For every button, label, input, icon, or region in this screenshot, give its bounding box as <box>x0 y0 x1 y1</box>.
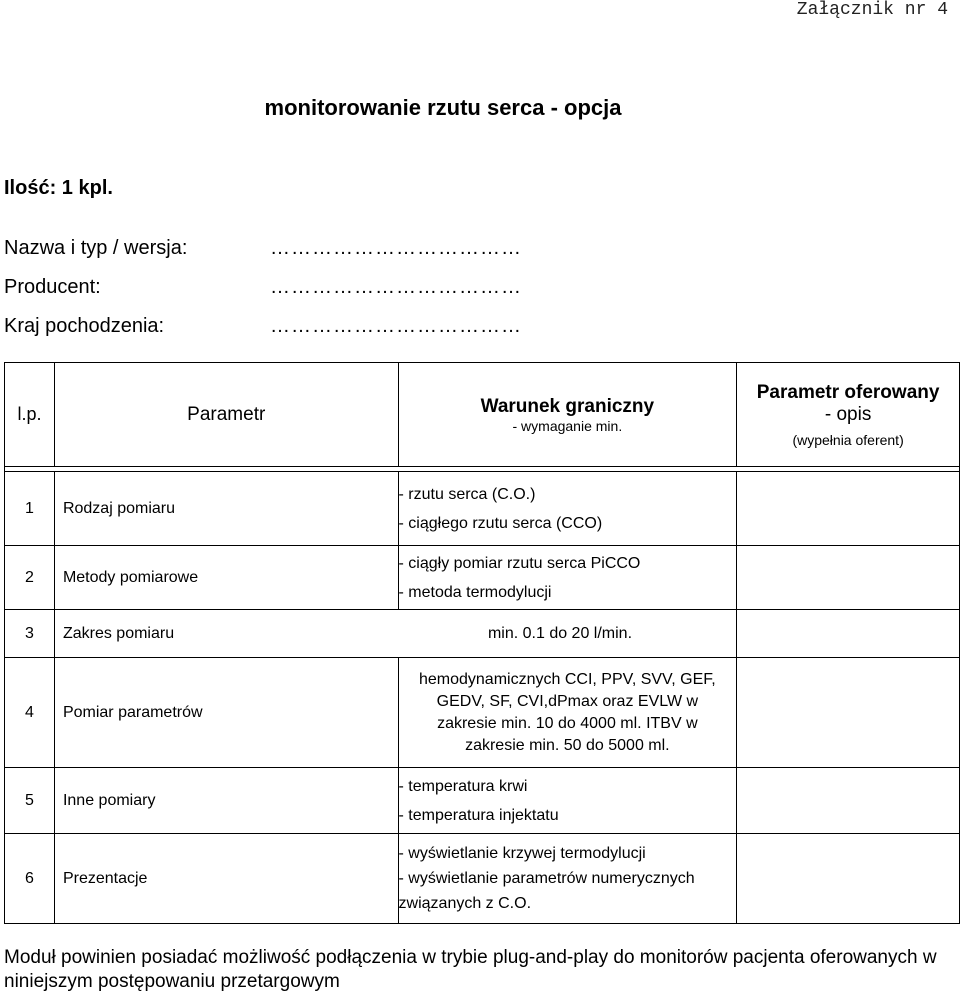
table-row <box>5 546 960 610</box>
header-condition <box>398 363 737 467</box>
country-label: Kraj pochodzenia: <box>4 315 165 337</box>
row-condition <box>398 472 737 546</box>
table-row <box>5 472 960 546</box>
row-number: 3 <box>5 610 55 658</box>
row-param-and-condition <box>54 610 736 658</box>
header-param: Parametr <box>54 363 398 467</box>
header-lp: l.p. <box>5 363 55 467</box>
condition-line: min. 0.1 do 20 l/min. <box>487 624 633 642</box>
row-param: Inne pomiary <box>54 768 398 834</box>
row-condition <box>398 768 737 834</box>
condition-line: - ciągłego rzutu serca (CCO) <box>398 514 603 532</box>
row-condition <box>398 834 737 924</box>
table-row <box>5 610 960 658</box>
condition-line: związanych z C.O. <box>398 895 532 912</box>
document-title: monitorowanie rzutu serca - opcja <box>264 95 622 120</box>
name-label: Nazwa i typ / wersja: <box>4 237 188 259</box>
table-row <box>5 658 960 768</box>
annex-label: Załącznik nr 4 <box>796 0 948 20</box>
condition-line: - temperatura krwi <box>398 777 528 795</box>
condition-line: - rzutu serca (C.O.) <box>398 485 536 503</box>
row-offer-cell[interactable] <box>737 658 960 768</box>
table-header-row <box>5 363 960 467</box>
row-number: 2 <box>5 546 55 610</box>
producer-value: ……………………………… <box>270 276 522 298</box>
row-number: 5 <box>5 768 55 834</box>
table-row <box>5 768 960 834</box>
condition-line: GEDV, SF, CVI,dPmax oraz EVLW w <box>436 692 699 710</box>
spec-table <box>4 362 960 924</box>
producer-label: Producent: <box>4 276 101 298</box>
header-condition-sub: - wymaganie min. <box>512 417 623 434</box>
header-offer <box>737 363 960 467</box>
row-offer-cell[interactable] <box>737 768 960 834</box>
header-offer-title: Parametr oferowany <box>756 381 940 403</box>
row-param: Zakres pomiaru <box>62 624 175 642</box>
row-number: 1 <box>5 472 55 546</box>
condition-line: - wyświetlanie krzywej termodylucji <box>398 845 646 862</box>
condition-line: - ciągły pomiar rzutu serca PiCCO <box>398 554 641 572</box>
condition-line: - wyświetlanie parametrów numerycznych <box>398 870 695 887</box>
row-param: Prezentacje <box>54 834 398 924</box>
row-number: 6 <box>5 834 55 924</box>
header-offer-note: (wypełnia oferent) <box>792 431 904 448</box>
table-row <box>5 834 960 924</box>
row-offer-cell[interactable] <box>737 472 960 546</box>
header-condition-title: Warunek graniczny <box>480 395 655 417</box>
condition-line: zakresie min. 10 do 4000 ml. ITBV w <box>437 714 698 732</box>
condition-line: - temperatura injektatu <box>398 806 559 824</box>
row-param: Rodzaj pomiaru <box>54 472 398 546</box>
row-offer-cell[interactable] <box>737 834 960 924</box>
name-value: ……………………………… <box>270 237 522 259</box>
row-condition <box>398 546 737 610</box>
row-number: 4 <box>5 658 55 768</box>
condition-line: hemodynamicznych CCI, PPV, SVV, GEF, <box>418 670 716 688</box>
quantity: Ilość: 1 kpl. <box>4 177 113 199</box>
row-offer-cell[interactable] <box>737 546 960 610</box>
condition-line: zakresie min. 50 do 5000 ml. <box>465 736 670 754</box>
country-value: ……………………………… <box>270 315 522 337</box>
condition-line: - metoda termodylucji <box>398 583 552 601</box>
footer-note: Moduł powinien posiadać możliwość podłączenia w trybie plug-and-play do monitorów pacjenta oferowanych w niniejszym postępowaniu przetargowym <box>4 947 937 992</box>
row-param: Metody pomiarowe <box>54 546 398 610</box>
row-param: Pomiar parametrów <box>54 658 398 768</box>
row-offer-cell[interactable] <box>737 610 960 658</box>
header-offer-sub: - opis <box>824 403 872 425</box>
row-condition <box>398 658 737 768</box>
